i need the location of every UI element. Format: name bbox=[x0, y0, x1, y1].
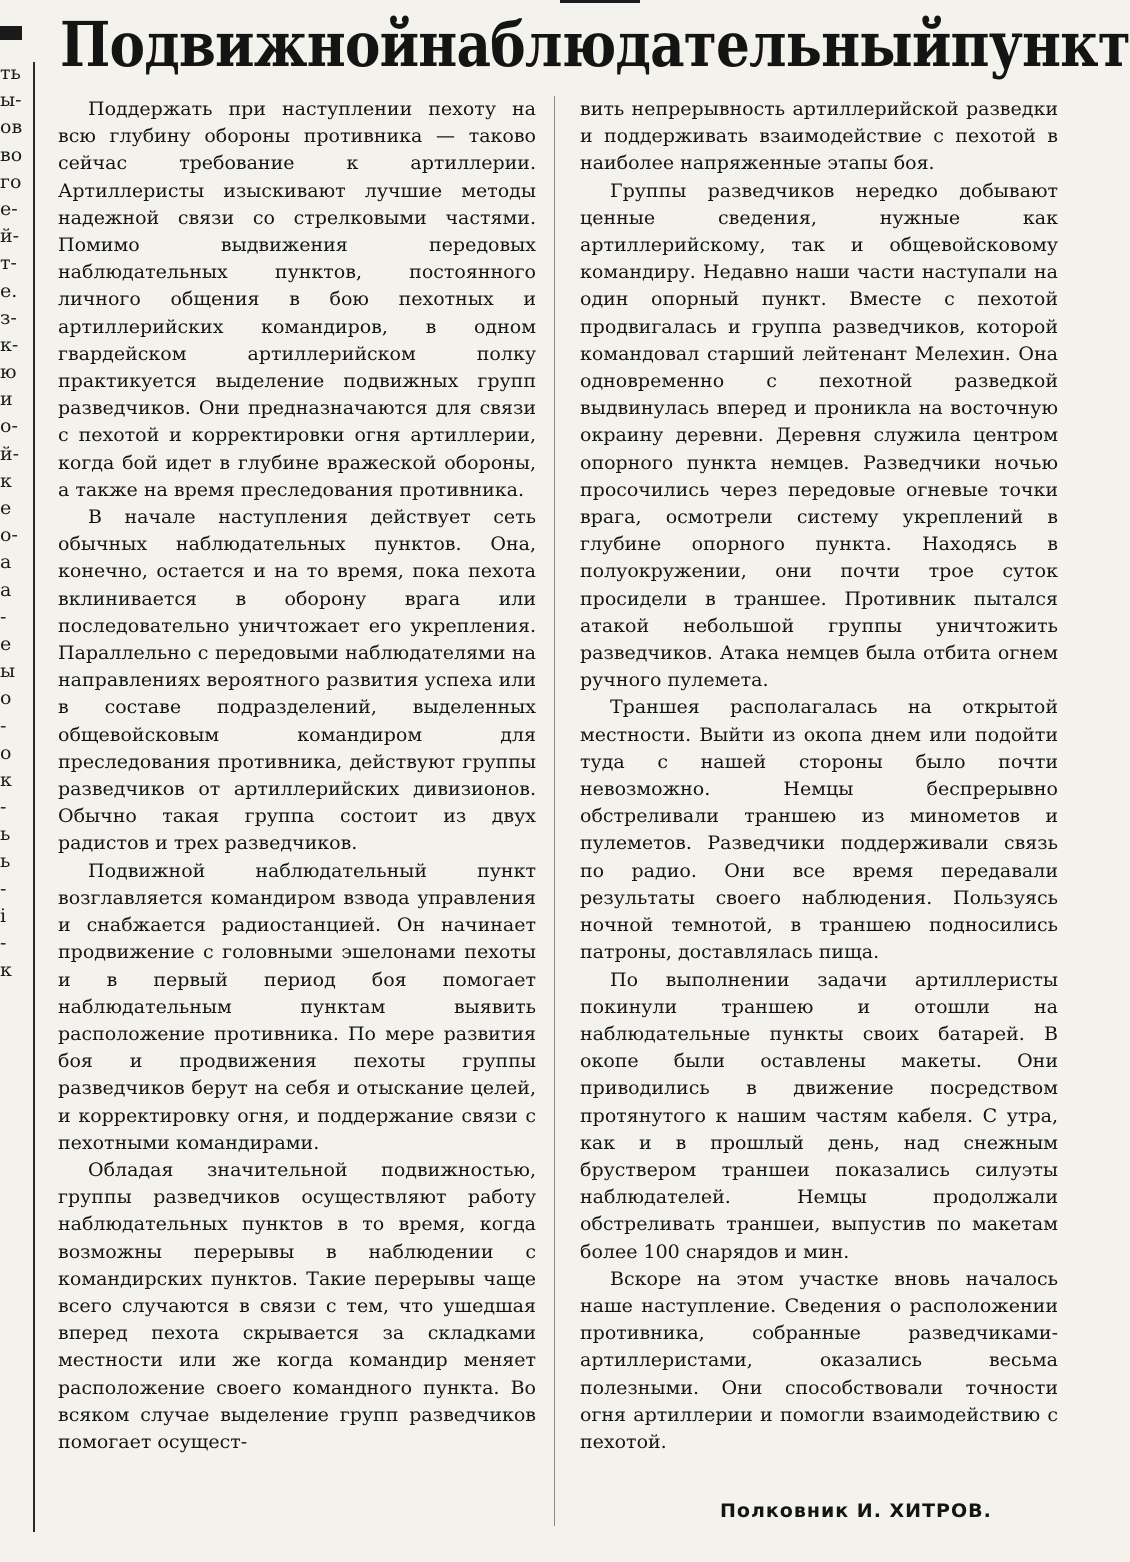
margin-fragment: ов bbox=[0, 116, 23, 139]
headline-word-3: пункт bbox=[950, 8, 1130, 81]
column-separator-left bbox=[33, 62, 35, 1532]
margin-fragment: во bbox=[0, 143, 23, 166]
margin-fragment: к bbox=[0, 768, 12, 791]
margin-fragment: о bbox=[0, 741, 12, 764]
margin-fragment: ь bbox=[0, 823, 11, 846]
paragraph: Траншея располагалась на открытой местности. Выйти из окопа днем или подойти туда с нашей стороны было почти невозможно. Немцы беспрерывно обстреливали траншею из минометов и пулеметов. Разведчики поддерживали связь по радио. Они все время передавали результаты своего наблюдения. Пользуясь ночной темнотой, в траншею подносились патроны, доставлялась пища. bbox=[580, 696, 1058, 964]
article-column-2 bbox=[580, 96, 1058, 1456]
margin-fragment: а bbox=[0, 551, 12, 574]
article-column-1 bbox=[58, 96, 536, 1456]
top-rule bbox=[560, 0, 640, 3]
margin-fragment: о- bbox=[0, 524, 18, 547]
article-headline bbox=[60, 8, 1130, 81]
margin-fragment: е bbox=[0, 632, 12, 655]
corner-print-mark bbox=[0, 26, 22, 40]
margin-fragment: - bbox=[0, 877, 7, 900]
adjacent-column-fragments bbox=[0, 60, 30, 1530]
margin-fragment: з- bbox=[0, 306, 17, 329]
paragraph: Подвижной наблюдательный пункт возглавляется командиром взвода управления и снабжается радиостанцией. Он начинает продвижение с головными эшелонами пехоты и в первый период боя помогает наблюдательным пунктам выявить расположение противника. По мере развития боя и продвижения пехоты группы разведчиков берут на себя и отыскание целей, и корректировку огня, и поддержание связи с пехотными командирами. bbox=[58, 859, 536, 1154]
margin-fragment: ы- bbox=[0, 89, 22, 112]
margin-fragment: к- bbox=[0, 333, 19, 356]
headline-word-1: Подвижной bbox=[60, 8, 419, 81]
margin-fragment: о bbox=[0, 687, 12, 710]
margin-fragment: и bbox=[0, 388, 13, 411]
margin-fragment: е. bbox=[0, 279, 18, 302]
margin-fragment: i bbox=[0, 904, 7, 927]
margin-fragment: к bbox=[0, 469, 12, 492]
paragraph-continued: вить непрерывность артиллерийской разведки и поддерживать взаимодействие с пехотой в наиболее напряженные этапы боя. bbox=[580, 98, 1058, 175]
margin-fragment: е- bbox=[0, 197, 18, 220]
paragraph: Группы разведчиков нередко добывают ценные сведения, нужные как артиллерийскому, так и общевойсковому командиру. Недавно наши части наступали на один опорный пункт. Вместе с пехотой продвигалась и группа разведчиков, которой командовал старший лейтенант Мелехин. Она одновременно с пехотной разведкой выдвинулась вперед и проникла на восточную окраину деревни. Деревня служила центром опорного пункта немцев. Разведчики ночью просочились через передовые огневые точки врага, осмотрели систему укреплений в глубине опорного пункта. Находясь в полуокружении, они почти трое суток просидели в траншее. Противник пытался атакой небольшой группы уничтожить разведчиков. Атака немцев была отбита огнем ручного пулемета. bbox=[580, 179, 1058, 692]
column-separator-middle bbox=[554, 96, 555, 1526]
margin-fragment: ть bbox=[0, 62, 21, 84]
margin-fragment: - bbox=[0, 605, 7, 628]
headline-word-2: наблюдательный bbox=[418, 8, 951, 81]
paragraph: В начале наступления действует сеть обычных наблюдательных пунктов. Она, конечно, остается и на то время, пока пехота вклинивается в оборону врага или последовательно уничтожает его укрепления. Параллельно с передовыми наблюдателями на направлениях вероятного развития успеха или в составе подразделений, выделенных общевойсковым командиром для преследования противника, действуют группы разведчиков от артиллерийских дивизионов. Обычно такая группа состоит из двух радистов и трех разведчиков. bbox=[58, 506, 536, 855]
margin-fragment: а bbox=[0, 578, 12, 601]
margin-fragment: ь bbox=[0, 850, 11, 873]
margin-fragment: к bbox=[0, 959, 12, 982]
margin-fragment: ю bbox=[0, 361, 17, 384]
paragraph: Обладая значительной подвижностью, группы разведчиков осуществляют работу наблюдательных пунктов в то время, когда возможны перерывы в наблюдении с командирских пунктов. Такие перерывы чаще всего случаются в связи с тем, что ушедшая вперед пехота скрывается за складками местности или же когда командир меняет расположение своего командного пункта. Во всяком случае выделение групп разведчиков помогает осущест- bbox=[58, 1158, 536, 1453]
margin-fragment: - bbox=[0, 714, 7, 737]
paragraph: Вскоре на этом участке вновь началось наше наступление. Сведения о расположении противника, собранные разведчиками-артиллеристами, оказались весьма полезными. Они способствовали точности огня артиллерии и помогли взаимодействию с пехотой. bbox=[580, 1267, 1058, 1453]
margin-fragment: т- bbox=[0, 252, 17, 275]
margin-fragment: й- bbox=[0, 225, 20, 248]
margin-fragment: го bbox=[0, 170, 22, 193]
margin-fragment: й- bbox=[0, 442, 20, 465]
author-signature: Полковник И. ХИТРОВ. bbox=[720, 1500, 992, 1522]
margin-fragment: - bbox=[0, 796, 7, 819]
margin-fragment: ы bbox=[0, 660, 16, 683]
paragraph: Поддержать при наступлении пехоту на всю глубину обороны противника — таково сейчас требование к артиллерии. Артиллеристы изыскивают лучшие методы надежной связи со стрелковыми частями. Помимо выдвижения передовых наблюдательных пунктов, постоянного личного общения в бою пехотных и артиллерийских командиров, в одном гвардейском артиллерийском полку практикуется выделение подвижных групп разведчиков. Они предназначаются для связи с пехотой и корректировки огня артиллерии, когда бой идет в глубине вражеской обороны, а также на время преследования противника. bbox=[58, 98, 536, 501]
margin-fragment: о- bbox=[0, 415, 18, 438]
paragraph: По выполнении задачи артиллеристы покинули траншею и отошли на наблюдательные пункты своих батарей. В окопе были оставлены макеты. Они приводились в движение посредством протянутого к нашим частям кабеля. С утра, как и в прошлый день, над снежным бруствером траншеи показались силуэты наблюдателей. Немцы продолжали обстреливать траншеи, выпустив по макетам более 100 снарядов и мин. bbox=[580, 968, 1058, 1263]
margin-fragment: - bbox=[0, 932, 7, 954]
margin-fragment: е bbox=[0, 497, 12, 519]
